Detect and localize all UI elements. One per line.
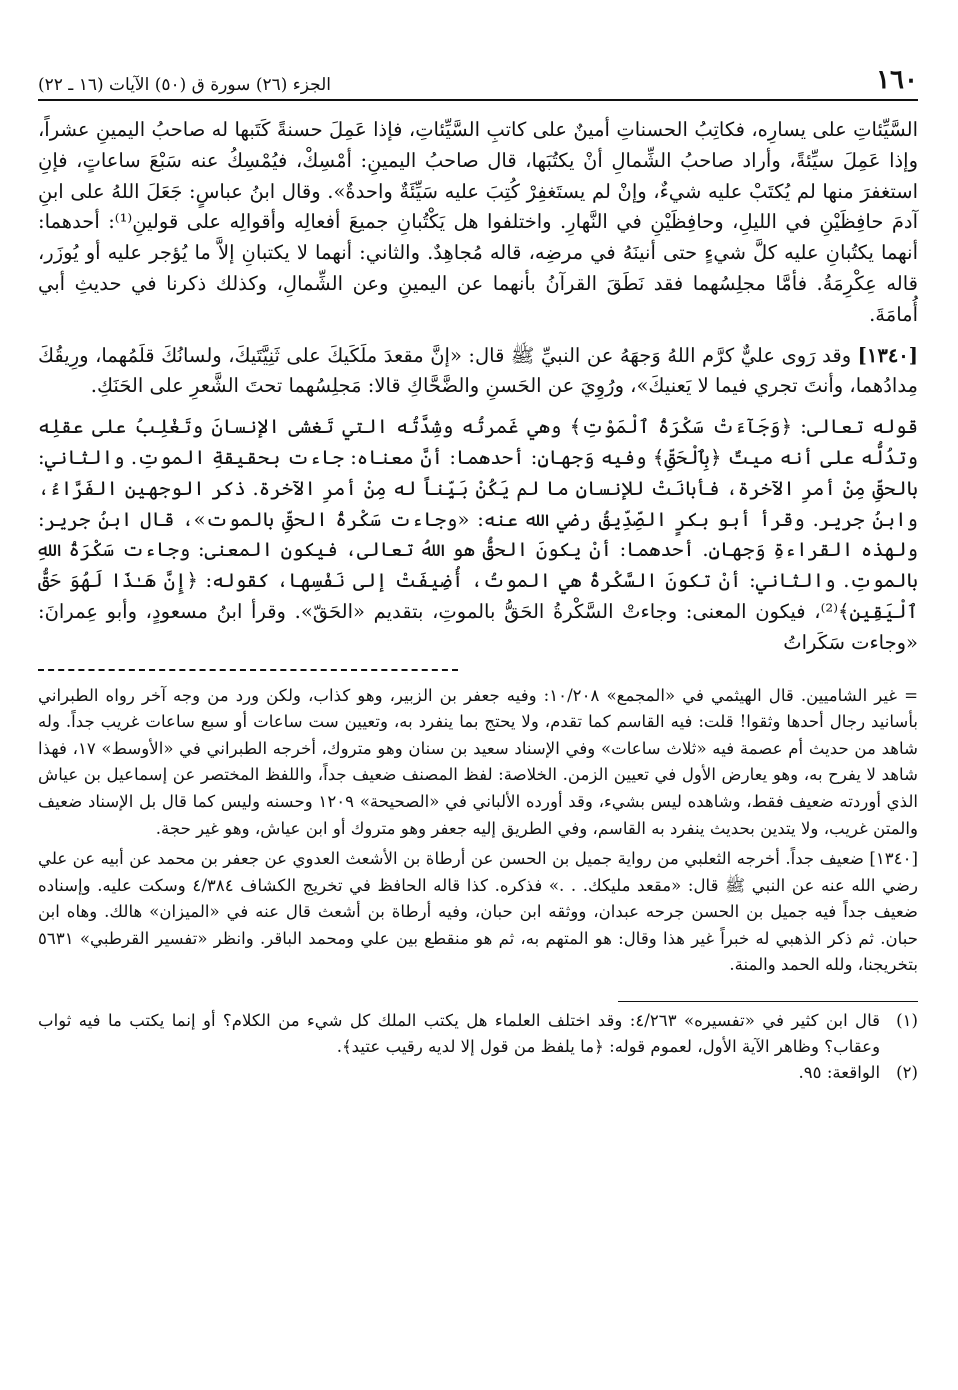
hadith-text: وقد رَوى عليٌّ كرَّم اللهُ وَجهَهُ عن النبيِّ ﷺ قال: «إنَّ مقعدَ ملَكَيكَ على ثَنِيَّتَيكَ، ولسانُكَ قلَمُهما، ورِيقُكَ مِدادُهما، وأنتَ تجري فيما لا يَعنيكَ»، ورُوِيَ عن الحَسنِ والضَّحَّاكِ قالا: مَجلِسُهما تحتَ الشَّعرِ على الحَنَكِ.	[38, 343, 918, 398]
running-head: الجزء (٢٦) سورة ق (٥٠) الآيات (١٦ ـ ٢٢)	[38, 75, 332, 95]
body-paragraph-tafsir: قوله تعالى: ﴿وَجَآءَتْ سَكْرَةُ ٱلْمَوْتِ﴾ وهي غَمرتُه وشِدَّتُه التي تَغشى الإنسانَ وتَغْلِبُ على عقلِه وتدُلُّه على أنه ميتٌ ﴿بِٱلْحَقِّ﴾ وفيه وَجهانِ: أحدهما: أنَّ معناه: جاءت بحقيقةِ الموتِ. والثاني: بالحقِّ مِنْ أمرِ الآخرة، فأبانَتْ للإنسانِ ما لم يَكُنْ بَيِّناً له مِنْ أمرِ الآخرة. ذكر الوجهين الفَرَّاءُ، وابنُ جرير. وقرأ أبو بكرٍ الصِّدِّيقُ رضي الله عنه: «وجاءت سَكْرةُ الحقِّ بالموت»، قال ابنُ جرير: ولهذه القراءةِ وَجهانِ. أحدهما: أنْ يكونَ الحقُّ هو اللهُ تعالى، فيكون المعنى: وجاءت سَكْرَةُ اللهِ بالموتِ. والثاني: أنْ تكونَ السَّكْرةُ هي الموتُ، أُضِيفَتْ إلى نَفْسِها، كقوله: ﴿إِنَّ هَـٰذَا لَهُوَ حَقُّ ٱلْيَقِينِ﴾⁽²⁾، فيكون المعنى: وجاءتْ السَّكْرةُ الحَقُّ بالموتِ، بتقديم «الحَقّ». وقرأ ابنُ مسعودٍ، وأبو عِمرانَ: «وجاءت سَكَراتُ	[38, 415, 918, 654]
page-header	[38, 55, 918, 101]
note-label: (١)	[896, 1011, 918, 1031]
footnote-divider-dashed	[38, 669, 458, 671]
page-number: ١٦٠	[876, 65, 918, 95]
margin-note-2	[38, 1060, 918, 1086]
notes-divider	[618, 1001, 918, 1002]
note-text: الواقعة: ٩٥.	[798, 1063, 881, 1083]
hadith-number: [١٣٤٠]	[857, 343, 919, 367]
body-paragraph-hadith	[38, 341, 918, 403]
note-text: قال ابن كثير في «تفسيره» ٤/٢٦٣: وقد اختلف العلماء هل يكتب الملك كل شيء من الكلام؟ أو إنما يكتب ما فيه ثواب وعقاب؟ وظاهر الآية الأول، لعموم قوله: ﴿ما يلفظ من قول إلا لديه رقيب عتيد﴾.	[38, 1011, 881, 1057]
body-paragraph-1: السَّيِّئاتِ على يسارِه، فكاتِبُ الحسناتِ أمينٌ على كاتبِ السَّيِّئاتِ، فإذا عَمِلَ حسنةً كَتَبها له صاحبُ اليمينِ عشراً، وإذا عَمِلَ سيِّئةً، وأراد صاحبُ الشِّمالِ أنْ يكتُبَها، قال صاحبُ اليمينِ: أمْسِكْ، فيُمْسِكُ عنه سَبْعَ ساعاتٍ، فإنِ استغفرَ منها لم يُكتَبْ عليه شيءٌ، وإنْ لم يستَغفِرْ كُتِبَ عليه سَيِّئَةٌ واحدةٌ». وقال ابنُ عباسٍ: جَعَلَ اللهُ على ابنِ آدمَ حافِظَيْنِ في الليلِ، وحافِظَيْنِ في النَّهارِ. واختلفوا هل يَكْتُبانِ جميعَ أفعالِه وأقوالِه على قولينِ⁽¹⁾: أحدهما: أنهما يكتُبانِ عليه كلَّ شيءٍ حتى أنينَهُ في مرضِه، قاله مُجاهِدٌ. والثاني: أنهما لا يكتبانِ إلاَّ ما يُؤجر عليه أو يُوزَر، قاله عِكْرِمَةُ. فأمَّا مجلِسُهما فقد نَطَقَ القرآنُ بأنهما عن اليمينِ وعن الشِّمالِ، وكذلك ذكرنا في حديثِ أبي أُمامَةَ.	[38, 118, 918, 326]
footnote-continued: = غير الشاميين. قال الهيثمي في «المجمع» ١٠/٢٠٨: وفيه جعفر بن الزبير، وهو كذاب، ولكن ورد من وجه آخر رواه الطبراني بأسانيد رجال أحدها وثقوا! قلت: فيه القاسم كما تقدم، ولا يحتج بما ينفرد به، وتعيين ست ساعات أو سبع ساعات غريب جداً. وله شاهد من حديث أم عصمة فيه «ثلاث ساعات» وفي الإسناد سعيد بن سنان وهو متروك، أخرجه الطبراني في «الأوسط» ١٧، فهذا شاهد لا يفرح به، وهو يعارض الأول في تعيين الزمن. الخلاصة: لفظ المصنف ضعيف جداً، واللفظ المختصر عن إسماعيل بن عياش الذي أوردته ضعيف فقط، وشاهده ليس بشيء، وقد أورده الألباني في «الصحيحة» ١٢٠٩ وحسنه وليس كما قال بل الإسناد ضعيف والمتن غريب، ولا يتدين بحديث ينفرد به القاسم، وفي الطريق إليه جعفر وهو متروك أو ابن عياش، وهو غير حجة.	[38, 685, 919, 838]
book-page	[38, 55, 918, 1086]
note-label: (٢)	[896, 1063, 918, 1083]
footnote-takhrij: [١٣٤٠] ضعيف جداً. أخرجه الثعلبي من رواية جميل بن الحسن عن أرطاة بن الأشعث العدوي عن جعفر بن محمد عن أبيه عن علي رضي الله عنه عن النبي ﷺ قال: «مقعد مليكك. . .» فذكره. كذا قاله الحافظ في تخريج الكشاف ٤/٣٨٤ وسكت عليه. وإسناده ضعيف جداً فيه جميل بن الحسن جرحه عبدان، ووثقه ابن حبان، وفيه أرطاة بن أشعث قال عنه في «الميزان» هالك. وهاه ابن حبان. ثم ذكر الذهبي له خبراً غير هذا وقال: هو المتهم به، ثم هو منقطع بين علي ومحمد الباقر. وانظر «تفسير القرطبي» ٥٦٣١ بتخريجنا، ولله الحمد والمنة.	[38, 849, 918, 975]
margin-note-1	[38, 1008, 918, 1060]
